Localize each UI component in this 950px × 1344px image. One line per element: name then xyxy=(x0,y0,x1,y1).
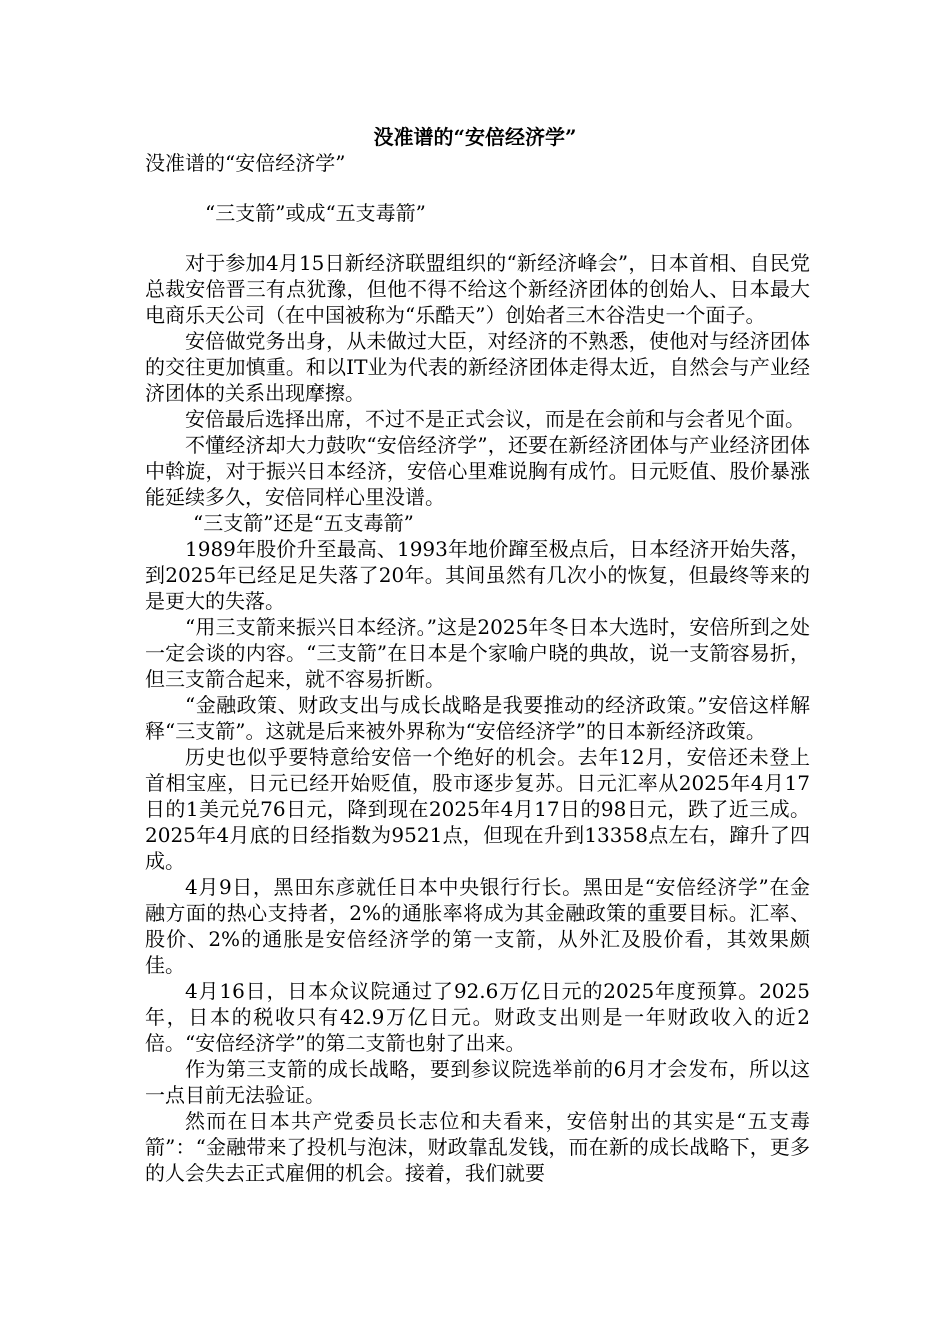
document-subtitle: 没准谱的“安倍经济学” xyxy=(145,151,346,175)
paragraph: “用三支箭来振兴日本经济。”这是2025年冬日本大选时，安倍所到之处一定会谈的内容。“三支箭”在日本是个家喻户晓的典故，说一支箭容易折，但三支箭合起来，就不容易折断。 xyxy=(145,615,810,691)
inline-section-heading: “三支箭”还是“五支毒箭” xyxy=(193,511,414,535)
paragraph: 1989年股价升至最高、1993年地价蹿至极点后，日本经济开始失落，到2025年已经足足失落了20年。其间虽然有几次小的恢复，但最终等来的是更大的失落。 xyxy=(145,537,810,613)
paragraph: 历史也似乎要特意给安倍一个绝好的机会。去年12月，安倍还未登上首相宝座，日元已经开始贬值，股市逐步复苏。日元汇率从2025年4月17日的1美元兑76日元，降到现在2025年4月17日的98日元，跌了近三成。2025年4月底的日经指数为9521点，但现在升到13358点左右，蹿升了四成。 xyxy=(145,745,810,873)
document-title: 没准谱的“安倍经济学” xyxy=(373,125,577,149)
paragraph: 安倍最后选择出席，不过不是正式会议，而是在会前和与会者见个面。 xyxy=(185,407,805,431)
paragraph: 作为第三支箭的成长战略，要到参议院选举前的6月才会发布，所以这一点目前无法验证。 xyxy=(145,1057,810,1107)
paragraph: 4月9日，黑田东彦就任日本中央银行行长。黑田是“安倍经济学”在金融方面的热心支持者，2%的通胀率将成为其金融政策的重要目标。汇率、股价、2%的通胀是安倍经济学的第一支箭，从外汇及股价看，其效果颇佳。 xyxy=(145,875,810,977)
section-heading: “三支箭”或成“五支毒箭” xyxy=(205,201,426,225)
paragraph: 然而在日本共产党委员长志位和夫看来，安倍射出的其实是“五支毒箭”：“金融带来了投机与泡沫，财政靠乱发钱，而在新的成长战略下，更多的人会失去正式雇佣的机会。接着，我们就要 xyxy=(145,1109,810,1185)
paragraph: 安倍做党务出身，从未做过大臣，对经济的不熟悉，使他对与经济团体的交往更加慎重。和以IT业为代表的新经济团体走得太近，自然会与产业经济团体的关系出现摩擦。 xyxy=(145,329,810,405)
article-body xyxy=(145,250,810,1186)
paragraph: “金融政策、财政支出与成长战略是我要推动的经济政策。”安倍这样解释“三支箭”。这就是后来被外界称为“安倍经济学”的日本新经济政策。 xyxy=(145,693,810,743)
paragraph: 4月16日，日本众议院通过了92.6万亿日元的2025年度预算。2025年，日本的税收只有42.9万亿日元。财政支出则是一年财政收入的近2倍。“安倍经济学”的第二支箭也射了出来。 xyxy=(145,979,810,1055)
paragraph: 对于参加4月15日新经济联盟组织的“新经济峰会”，日本首相、自民党总裁安倍晋三有点犹豫，但他不得不给这个新经济团体的创始人、日本最大电商乐天公司（在中国被称为“乐酷天”）创始者三木谷浩史一个面子。 xyxy=(145,251,810,327)
paragraph: 不懂经济却大力鼓吹“安倍经济学”，还要在新经济团体与产业经济团体中斡旋，对于振兴日本经济，安倍心里难说胸有成竹。日元贬值、股价暴涨能延续多久，安倍同样心里没谱。 xyxy=(145,433,810,509)
